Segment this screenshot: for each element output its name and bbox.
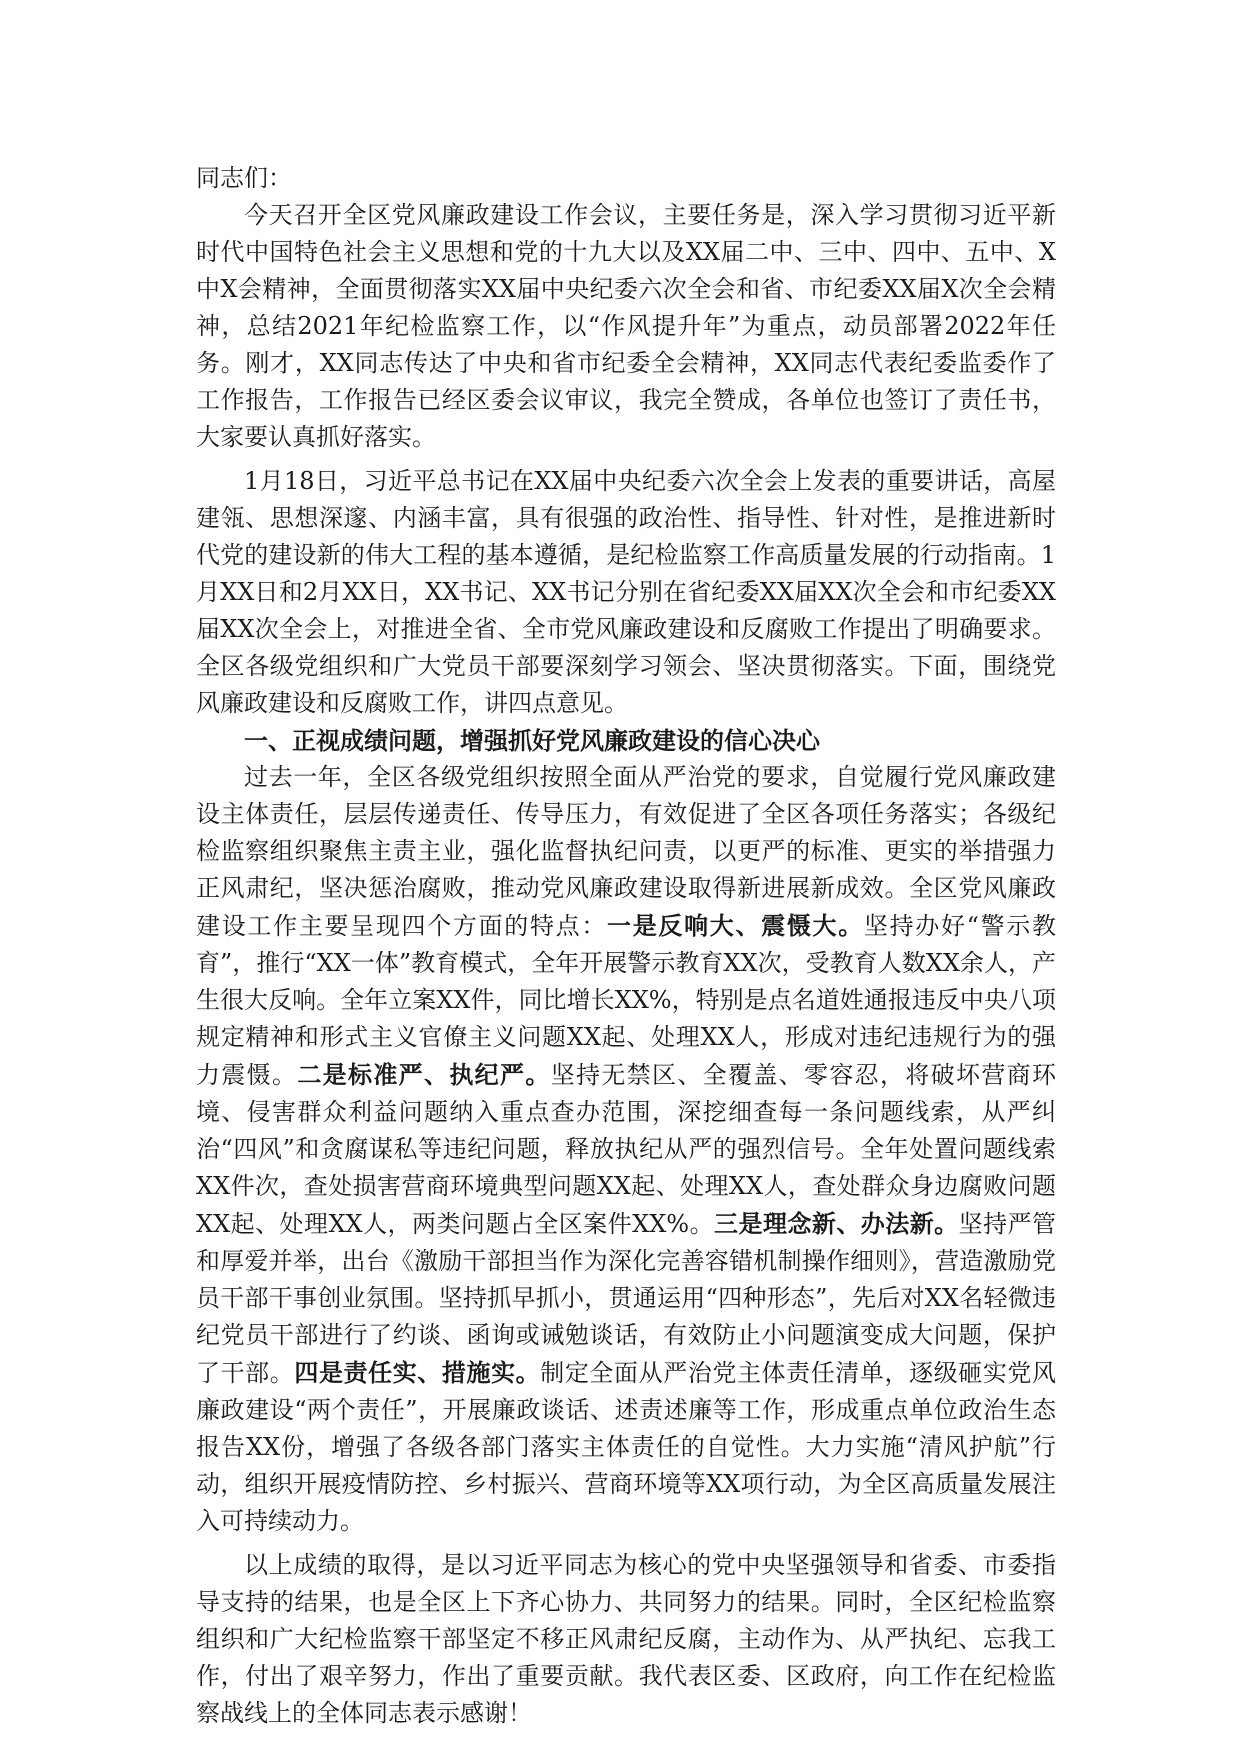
feature-4-title: 四是责任实、措施实。 — [294, 1358, 541, 1387]
document-body — [196, 160, 1056, 1732]
achievements-intro: 过去一年，全区各级党组织按照全面从严治党的要求，自觉履行党风廉政建设主体责任，层层传递责任、传导压力，有效促进了全区各项任务落实；各级纪检监察组织聚焦主责主业，强化监督执纪问责，以更严的标准、更实的举措强力正风肃纪，坚决惩治腐败，推动党风廉政建设取得新进展新成效。全区党风廉政建设工作主要呈现四个方面的特点： — [196, 763, 1056, 940]
feature-1-title: 一是反响大、震慑大。 — [607, 911, 864, 940]
paragraph-speech-context: 1月18日，习近平总书记在XX届中央纪委六次全会上发表的重要讲话，高屋建瓴、思想深邃、内涵丰富，具有很强的政治性、指导性、针对性，是推进新时代党的建设新的伟大工程的基本遵循，是纪检监察工作高质量发展的行动指南。1月XX日和2月XX日，XX书记、XX书记分别在省纪委XX届XX次全会和市纪委XX届XX次全会上，对推进全省、全市党风廉政建设和反腐败工作提出了明确要求。全区各级党组织和广大党员干部要深刻学习领会、坚决贯彻落实。下面，围绕党风廉政建设和反腐败工作，讲四点意见。 — [196, 467, 1056, 717]
feature-3-title: 三是理念新、办法新。 — [714, 1209, 959, 1238]
section-heading-1: 一、正视成绩问题，增强抓好党风廉政建设的信心决心 — [244, 726, 820, 755]
salutation: 同志们： — [196, 164, 292, 192]
feature-3-text: 坚持严管和厚爱并举，出台《激励干部担当作为深化完善容错机制操作细则》，营造激励党员干部干事创业氛围。坚持抓早抓小，贯通运用“四种形态”，先后对XX名轻微违纪党员干部进行了约谈、函询或诫勉谈话，有效防止小问题演变成大问题，保护了干部。 — [196, 1210, 1057, 1387]
paragraph-acknowledgement: 以上成绩的取得，是以习近平同志为核心的党中央坚强领导和省委、市委指导支持的结果，也是全区上下齐心协力、共同努力的结果。同时，全区纪检监察组织和广大纪检监察干部坚定不移正风肃纪反腐，主动作为、从严执纪、忘我工作，付出了艰辛努力，作出了重要贡献。我代表区委、区政府，向工作在纪检监察战线上的全体同志表示感谢！ — [196, 1551, 1056, 1727]
feature-1-text: 坚持办好“警示教育”，推行“XX一体”教育模式，全年开展警示教育XX次，受教育人数XX余人，产生很大反响。全年立案XX件，同比增长XX%，特别是点名道姓通报违反中央八项规定精神和形式主义官僚主义问题XX起、处理XX人，形成对违纪违规行为的强力震慑。 — [196, 912, 1056, 1089]
feature-2-title: 二是标准严、执纪严。 — [297, 1060, 551, 1089]
feature-4-text: 制定全面从严治党主体责任清单，逐级砸实党风廉政建设“两个责任”，开展廉政谈话、述责述廉等工作，形成重点单位政治生态报告XX份，增强了各级各部门落实主体责任的自觉性。大力实施“清风护航”行动，组织开展疫情防控、乡村振兴、营商环境等XX项行动，为全区高质量发展注入可持续动力。 — [196, 1359, 1057, 1535]
paragraph-achievements — [196, 759, 1056, 1540]
paragraph-opening: 今天召开全区党风廉政建设工作会议，主要任务是，深入学习贯彻习近平新时代中国特色社会主义思想和党的十九大以及XX届二中、三中、四中、五中、X中X会精神，全面贯彻落实XX届中央纪委六次全会和省、市纪委XX届X次全会精神，总结2021年纪检监察工作，以“作风提升年”为重点，动员部署2022年任务。刚才，XX同志传达了中央和省市纪委全会精神，XX同志代表纪委监委作了工作报告，工作报告已经区委会议审议，我完全赞成，各单位也签订了责任书，大家要认真抓好落实。 — [196, 201, 1056, 451]
feature-2-text: 坚持无禁区、全覆盖、零容忍，将破坏营商环境、侵害群众利益问题纳入重点查办范围，深挖细查每一条问题线索，从严纠治“四风”和贪腐谋私等违纪问题，释放执纪从严的强烈信号。全年处置问题线索XX件次，查处损害营商环境典型问题XX起、处理XX人，查处群众身边腐败问题XX起、处理XX人，两类问题占全区案件XX%。 — [196, 1061, 1057, 1238]
